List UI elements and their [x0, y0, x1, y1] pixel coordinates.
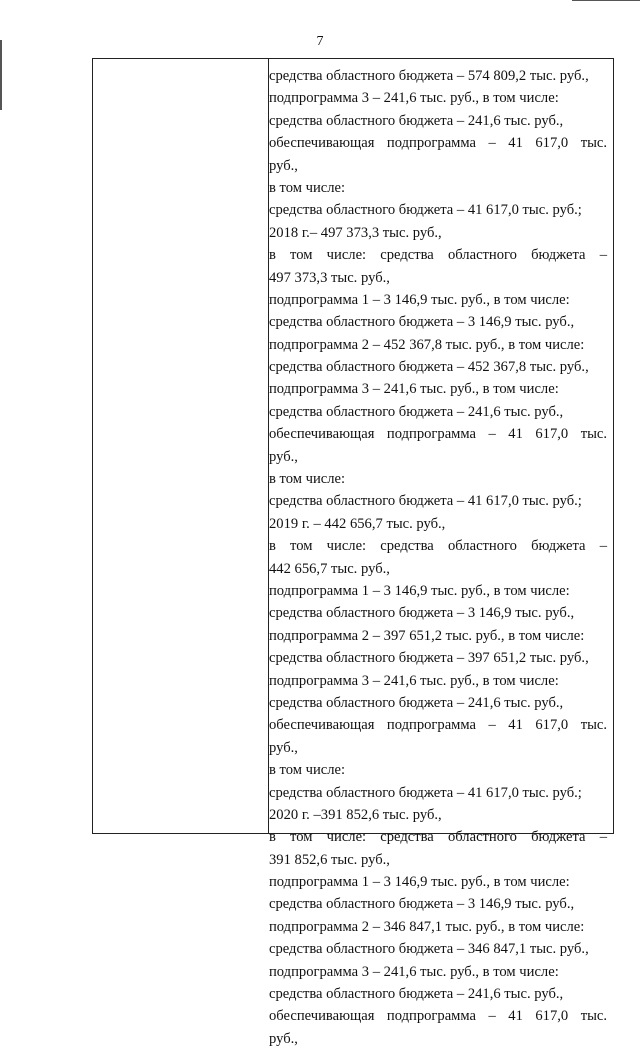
text-line: средства областного бюджета – 41 617,0 тыс. руб.; — [269, 202, 582, 219]
text-line: в том числе: — [269, 179, 346, 196]
text-line: средства областного бюджета – 41 617,0 тыс. руб.; — [269, 493, 582, 510]
table-left-column — [93, 59, 269, 833]
text-line: в том числе: — [269, 762, 346, 779]
text-line: средства областного бюджета – 241,6 тыс. руб., — [269, 694, 564, 711]
text-line: 497 373,3 тыс. руб., — [269, 269, 390, 286]
text-line: подпрограмма 3 – 241,6 тыс. руб., в том числе: — [269, 90, 559, 107]
text-line: подпрограмма 1 – 3 146,9 тыс. руб., в том числе: — [269, 874, 570, 891]
text-line: руб., — [269, 739, 298, 756]
text-line: средства областного бюджета – 241,6 тыс. руб., — [269, 112, 564, 129]
text-line: средства областного бюджета – 452 367,8 тыс. руб., — [269, 359, 589, 376]
text-line: средства областного бюджета – 3 146,9 тыс. руб., — [269, 896, 575, 913]
text-line: средства областного бюджета – 241,6 тыс. руб., — [269, 403, 564, 420]
text-line: подпрограмма 3 – 241,6 тыс. руб., в том числе: — [269, 672, 559, 689]
text-line: подпрограмма 2 – 452 367,8 тыс. руб., в том числе: — [269, 336, 585, 353]
text-line: 2019 г. – 442 656,7 тыс. руб., — [269, 515, 446, 532]
table-right-column — [269, 65, 607, 1050]
text-line: руб., — [269, 1030, 298, 1047]
text-line: обеспечивающая подпрограмма – 41 617,0 тыс. — [269, 135, 607, 152]
text-line: руб., — [269, 157, 298, 174]
text-line: обеспечивающая подпрограмма – 41 617,0 тыс. — [269, 426, 607, 443]
text-line: в том числе: средства областного бюджета – — [269, 829, 607, 846]
text-line: 391 852,6 тыс. руб., — [269, 851, 390, 868]
text-line: в том числе: средства областного бюджета – — [269, 538, 607, 555]
scan-edge-mark-left — [0, 40, 2, 110]
page-number: 7 — [316, 34, 324, 49]
text-line: 2018 г.– 497 373,3 тыс. руб., — [269, 224, 442, 241]
text-line: подпрограмма 3 – 241,6 тыс. руб., в том числе: — [269, 963, 559, 980]
text-line: в том числе: средства областного бюджета – — [269, 247, 607, 264]
budget-table — [92, 58, 614, 1047]
text-line: в том числе: — [269, 471, 346, 488]
text-line: 2020 г. –391 852,6 тыс. руб., — [269, 806, 442, 823]
text-line: подпрограмма 3 – 241,6 тыс. руб., в том числе: — [269, 381, 559, 398]
text-line: средства областного бюджета – 346 847,1 тыс. руб., — [269, 941, 589, 958]
text-line: подпрограмма 1 – 3 146,9 тыс. руб., в том числе: — [269, 582, 570, 599]
text-line: подпрограмма 2 – 397 651,2 тыс. руб., в том числе: — [269, 627, 585, 644]
text-line: подпрограмма 2 – 346 847,1 тыс. руб., в том числе: — [269, 918, 585, 935]
text-line: обеспечивающая подпрограмма – 41 617,0 тыс. — [269, 1008, 607, 1025]
text-line: подпрограмма 1 – 3 146,9 тыс. руб., в том числе: — [269, 291, 570, 308]
text-line: средства областного бюджета – 3 146,9 тыс. руб., — [269, 314, 575, 331]
text-line: средства областного бюджета – 41 617,0 тыс. руб.; — [269, 784, 582, 801]
text-line: руб., — [269, 448, 298, 465]
text-line: средства областного бюджета – 574 809,2 тыс. руб., — [269, 68, 589, 84]
text-line: средства областного бюджета – 397 651,2 тыс. руб., — [269, 650, 589, 667]
text-line: обеспечивающая подпрограмма – 41 617,0 тыс. — [269, 717, 607, 734]
text-line: средства областного бюджета – 3 146,9 тыс. руб., — [269, 605, 575, 622]
scan-edge-mark-top — [572, 0, 640, 1]
text-line: 442 656,7 тыс. руб., — [269, 560, 390, 577]
text-line: средства областного бюджета – 241,6 тыс. руб., — [269, 986, 564, 1003]
